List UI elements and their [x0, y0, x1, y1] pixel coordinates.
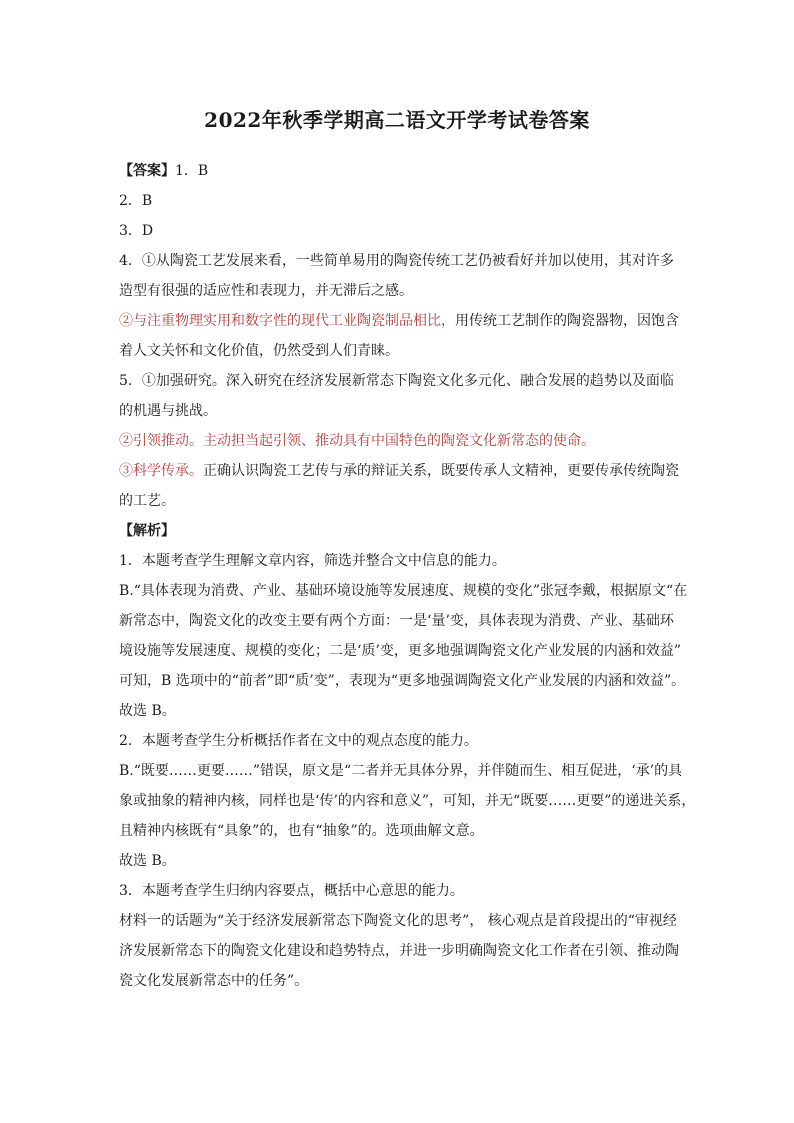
q4-line-3-highlight: ②与注重物理实用和数字性的现代工业陶瓷制品相比， [119, 313, 455, 329]
page-title: 2022年秋季学期高二语文开学考试卷答案 [204, 108, 590, 132]
q4-line-4: 着人文关怀和文化价值，仍然受到人们青睐。 [119, 343, 399, 359]
q5-line-4 [119, 456, 679, 486]
a2-line-2: B.“既要……更要……”错误，原文是“二者并无具体分界，并伴随而生、相互促进，‘承’的具 [119, 763, 683, 779]
a3-line-2: 材料一的话题为“关于经济发展新常态下陶瓷文化的思考”， 核心观点是首段提出的“审视经 [119, 913, 677, 929]
q5-line-4-rest: 正确认识陶瓷工艺传与承的辩证关系，既要传承人文精神，更要传承传统陶瓷 [203, 463, 679, 479]
q5-line-4-highlight: ③科学传承。 [119, 463, 203, 479]
q5-line-3: ②引领推动。主动担当起引领、推动具有中国特色的陶瓷文化新常态的使命。 [119, 433, 595, 449]
q3-answer: 3．D [119, 223, 154, 239]
q4-line-3-rest: 用传统工艺制作的陶瓷器物，因饱含 [455, 313, 679, 329]
answer-header: 【答案】 [119, 163, 175, 179]
a2-line-3: 象或抽象的精神内核，同样也是‘传’的内容和意义”，可知，并无“既要……更要”的递进关系， [119, 793, 696, 809]
a3-line-3: 济发展新常态下的陶瓷文化建设和趋势特点，并进一步明确陶瓷文化工作者在引领、推动陶 [119, 943, 679, 959]
q4-line-3 [119, 306, 679, 336]
q5-line-5: 的工艺。 [119, 493, 175, 509]
a1-line-3: 新常态中，陶瓷文化的改变主要有两个方面：一是‘量’变，具体表现为消费、产业、基础环 [119, 613, 674, 629]
document-body [119, 156, 696, 996]
q5-line-1: 5．①加强研究。深入研究在经济发展新常态下陶瓷文化多元化、融合发展的趋势以及面临 [119, 373, 674, 389]
a3-line-4: 瓷文化发展新常态中的任务”。 [119, 973, 309, 989]
a1-line-5: 可知，B 选项中的“前者”即“质’变”，表现为“更多地强调陶瓷文化产业发展的内涵和效益”。 [119, 673, 686, 689]
q2-answer: 2．B [119, 193, 153, 209]
a1-line-1: 1．本题考查学生理解文章内容，筛选并整合文中信息的能力。 [119, 553, 506, 569]
a2-line-1: 2．本题考查学生分析概括作者在文中的观点态度的能力。 [119, 733, 478, 749]
a1-line-6: 故选 B。 [119, 703, 176, 719]
q5-line-2: 的机遇与挑战。 [119, 403, 217, 419]
a2-line-5: 故选 B。 [119, 853, 176, 869]
a1-line-4: 境设施等发展速度、规模的变化；二是‘质’变，更多地强调陶瓷文化产业发展的内涵和效益” [119, 643, 682, 659]
q4-line-2: 造型有很强的适应性和表现力，并无滞后之感。 [119, 283, 413, 299]
q1-answer: 1．B [175, 163, 209, 179]
a1-line-2: B.“具体表现为消费、产业、基础环境设施等发展速度、规模的变化”张冠李戴，根据原文“在 [119, 583, 688, 599]
a3-line-1: 3．本题考查学生归纳内容要点，概括中心意思的能力。 [119, 883, 464, 899]
analysis-header: 【解析】 [119, 523, 175, 539]
q4-line-1: 4．①从陶瓷工艺发展来看，一些简单易用的陶瓷传统工艺仍被看好并加以使用，其对许多 [119, 253, 674, 269]
a2-line-4: 且精神内核既有“具象”的，也有“抽象”的。选项曲解文意。 [119, 823, 484, 839]
answer-line-1 [119, 156, 679, 186]
